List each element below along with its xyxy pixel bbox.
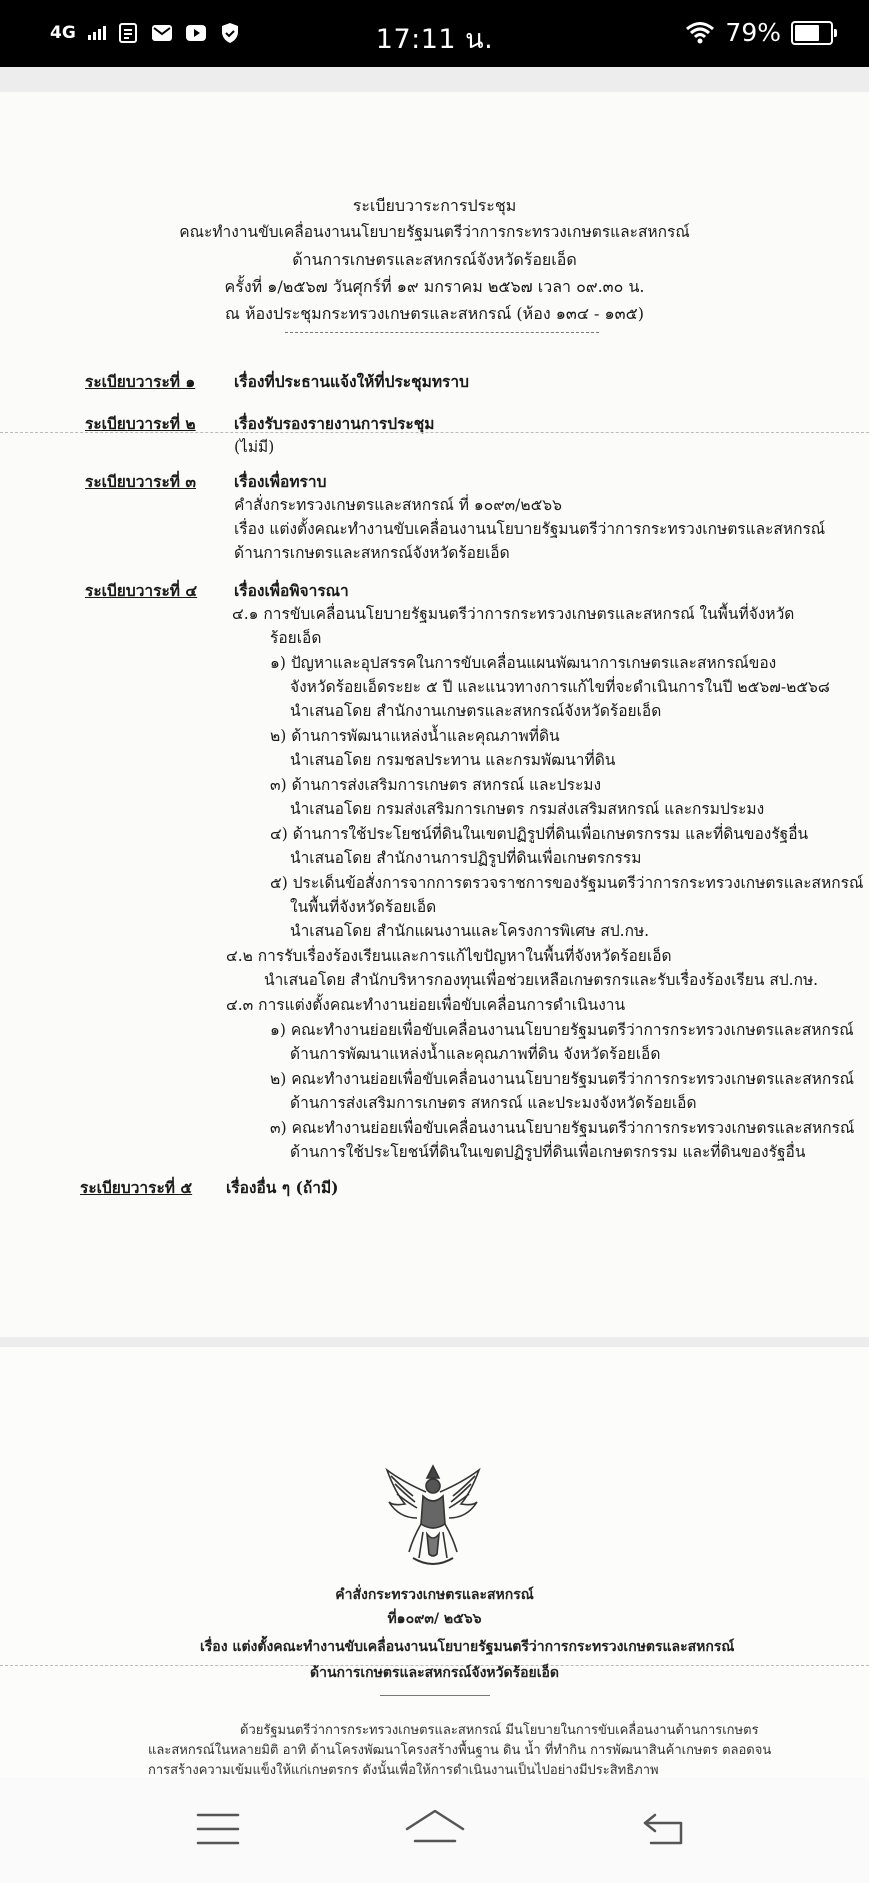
agenda-committee: คณะทำงานขับเคลื่อนงานนโยบายรัฐมนตรีว่าการกระทรวงเกษตรและสหกรณ์ — [179, 223, 690, 241]
back-icon — [641, 1809, 687, 1849]
item-4-1-1-cont: จังหวัดร้อยเอ็ดระยะ ๕ ปี และแนวทางการแก้ไขที่จะดำเนินการในปี ๒๕๖๗-๒๕๖๘ — [290, 678, 830, 696]
order-title: คำสั่งกระทรวงเกษตรและสหกรณ์ — [335, 1587, 534, 1603]
back-button[interactable] — [632, 1799, 696, 1859]
section-4-2: ๔.๒ การรับเรื่องร้องเรียนและการแก้ไขปัญหาในพื้นที่จังหวัดร้อยเอ็ด — [226, 947, 672, 965]
agenda-2-title: เรื่องรับรองรายงานการประชุม — [234, 414, 435, 433]
item-4-1-2-presenter: นำเสนอโดย กรมชลประทาน และกรมพัฒนาที่ดิน — [290, 751, 616, 769]
agenda-1-title: เรื่องที่ประธานแจ้งให้ที่ประชุมทราบ — [234, 372, 469, 391]
agenda-5-title: เรื่องอื่น ๆ (ถ้ามี) — [226, 1178, 339, 1197]
agenda-4-title: เรื่องเพื่อพิจารณา — [234, 581, 349, 600]
garuda-emblem-icon — [383, 1462, 483, 1574]
wifi-icon — [685, 21, 715, 45]
menu-button[interactable] — [186, 1799, 250, 1859]
order-body-line: ด้วยรัฐมนตรีว่าการกระทรวงเกษตรและสหกรณ์ มีนโยบายในการขับเคลื่อนงานด้านการเกษตร — [240, 1723, 759, 1738]
menu-icon — [196, 1812, 240, 1846]
item-4-1-5-cont: ในพื้นที่จังหวัดร้อยเอ็ด — [290, 898, 437, 916]
item-4-3-3-cont: ด้านการใช้ประโยชน์ที่ดินในเขตปฏิรูปที่ดินเพื่อเกษตรกรรม และที่ดินของรัฐอื่น — [290, 1143, 806, 1161]
item-4-1-4: ๔) ด้านการใช้ประโยชน์ที่ดินในเขตปฏิรูปที่ดินเพื่อเกษตรกรรม และที่ดินของรัฐอื่น — [270, 825, 809, 843]
agenda-committee-area: ด้านการเกษตรและสหกรณ์จังหวัดร้อยเอ็ด — [292, 250, 577, 269]
section-4-3: ๔.๓ การแต่งตั้งคณะทำงานย่อยเพื่อขับเคลื่อนการดำเนินงาน — [226, 996, 626, 1014]
item-4-3-2-cont: ด้านการส่งเสริมการเกษตร สหกรณ์ และประมงจังหวัดร้อยเอ็ด — [290, 1094, 697, 1112]
item-4-1-1: ๑) ปัญหาและอุปสรรคในการขับเคลื่อนแผนพัฒนาการเกษตรและสหกรณ์ของ — [270, 654, 777, 672]
order-subject-cont: ด้านการเกษตรและสหกรณ์จังหวัดร้อยเอ็ด — [310, 1665, 559, 1681]
section-4-2-presenter: นำเสนอโดย สำนักบริหารกองทุนเพื่อช่วยเหลือเกษตรกรและรับเรื่องร้องเรียน สป.กษ. — [264, 971, 819, 989]
agenda-3-line: ด้านการเกษตรและสหกรณ์จังหวัดร้อยเอ็ด — [234, 544, 510, 562]
status-icons-right — [685, 18, 833, 47]
item-4-1-3-presenter: นำเสนอโดย กรมส่งเสริมการเกษตร กรมส่งเสริมสหกรณ์ และกรมประมง — [290, 800, 765, 818]
battery-icon — [791, 21, 833, 45]
item-4-3-3: ๓) คณะทำงานย่อยเพื่อขับเคลื่อนงานนโยบายรัฐมนตรีว่าการกระทรวงเกษตรและสหกรณ์ — [270, 1119, 855, 1137]
header-divider — [285, 332, 599, 333]
agenda-meeting-room: ณ ห้องประชุมกระทรวงเกษตรและสหกรณ์ (ห้อง ๑๓๔ - ๑๓๕) — [225, 304, 644, 323]
agenda-3-title: เรื่องเพื่อทราบ — [234, 472, 327, 491]
battery-percent: 79% — [725, 18, 781, 47]
page-fold-line — [0, 432, 869, 433]
order-divider — [380, 1695, 490, 1696]
item-4-1-5-presenter: นำเสนอโดย สำนักแผนงานและโครงการพิเศษ สป.กษ. — [290, 922, 650, 940]
home-icon — [405, 1807, 465, 1851]
network-type: 4G — [50, 23, 76, 43]
item-4-3-1-cont: ด้านการพัฒนาแหล่งน้ำและคุณภาพที่ดิน จังหวัดร้อยเอ็ด — [290, 1045, 661, 1063]
document-page-agenda[interactable] — [0, 92, 869, 1337]
item-4-1-3: ๓) ด้านการส่งเสริมการเกษตร สหกรณ์ และประมง — [270, 776, 602, 794]
agenda-1-label: ระเบียบวาระที่ ๑ — [85, 372, 196, 391]
document-page-order[interactable] — [0, 1347, 869, 1777]
agenda-3-line: คำสั่งกระทรวงเกษตรและสหกรณ์ ที่ ๑๐๙๓/๒๕๖๖ — [234, 496, 562, 514]
section-4-1-cont: ร้อยเอ็ด — [270, 629, 322, 647]
item-4-3-1: ๑) คณะทำงานย่อยเพื่อขับเคลื่อนงานนโยบายรัฐมนตรีว่าการกระทรวงเกษตรและสหกรณ์ — [270, 1021, 854, 1039]
agenda-4-label: ระเบียบวาระที่ ๔ — [85, 581, 198, 600]
item-4-1-1-presenter: นำเสนอโดย สำนักงานเกษตรและสหกรณ์จังหวัดร้อยเอ็ด — [290, 702, 662, 720]
item-4-1-5: ๕) ประเด็นข้อสั่งการจากการตรวจราชการของรัฐมนตรีว่าการกระทรวงเกษตรและสหกรณ์ — [270, 874, 864, 892]
item-4-1-2: ๒) ด้านการพัฒนาแหล่งน้ำและคุณภาพที่ดิน — [270, 727, 560, 745]
agenda-header — [0, 192, 869, 327]
item-4-1-4-presenter: นำเสนอโดย สำนักงานการปฏิรูปที่ดินเพื่อเกษตรกรรม — [290, 849, 642, 867]
agenda-title: ระเบียบวาระการประชุม — [352, 196, 517, 215]
agenda-meeting-date: ครั้งที่ ๑/๒๕๖๗ วันศุกร์ที่ ๑๙ มกราคม ๒๕๖๗ เวลา ๐๙.๓๐ น. — [224, 277, 645, 296]
section-4-1: ๔.๑ การขับเคลื่อนนโยบายรัฐมนตรีว่าการกระทรวงเกษตรและสหกรณ์ ในพื้นที่จังหวัด — [232, 605, 795, 623]
agenda-2-note: (ไม่มี) — [234, 438, 275, 456]
order-body-line: การสร้างความเข้มแข็งให้แก่เกษตรกร ดังนั้นเพื่อให้การดำเนินงานเป็นไปอย่างมีประสิทธิภาพ — [148, 1763, 659, 1777]
agenda-3-label: ระเบียบวาระที่ ๓ — [85, 472, 196, 491]
agenda-5-label: ระเบียบวาระที่ ๕ — [80, 1178, 193, 1197]
order-subject: เรื่อง แต่งตั้งคณะทำงานขับเคลื่อนงานนโยบายรัฐมนตรีว่าการกระทรวงเกษตรและสหกรณ์ — [200, 1639, 735, 1655]
order-body-line: และสหกรณ์ในหลายมิติ อาทิ ด้านโครงพัฒนาโครงสร้างพื้นฐาน ดิน น้ำ ที่ทำกิน การพัฒนาสินค้าเกษตร ตลอดจน — [148, 1743, 772, 1758]
item-4-3-2: ๒) คณะทำงานย่อยเพื่อขับเคลื่อนงานนโยบายรัฐมนตรีว่าการกระทรวงเกษตรและสหกรณ์ — [270, 1070, 854, 1088]
agenda-3-line: เรื่อง แต่งตั้งคณะทำงานขับเคลื่อนงานนโยบายรัฐมนตรีว่าการกระทรวงเกษตรและสหกรณ์ — [234, 520, 826, 538]
navigation-bar — [0, 1777, 869, 1883]
order-number: ที่๑๐๙๓/ ๒๕๖๖ — [387, 1611, 482, 1627]
clock: 17:11 น. — [375, 24, 494, 55]
agenda-2-label: ระเบียบวาระที่ ๒ — [85, 414, 196, 433]
home-button[interactable] — [403, 1799, 467, 1859]
status-bar — [0, 0, 869, 67]
